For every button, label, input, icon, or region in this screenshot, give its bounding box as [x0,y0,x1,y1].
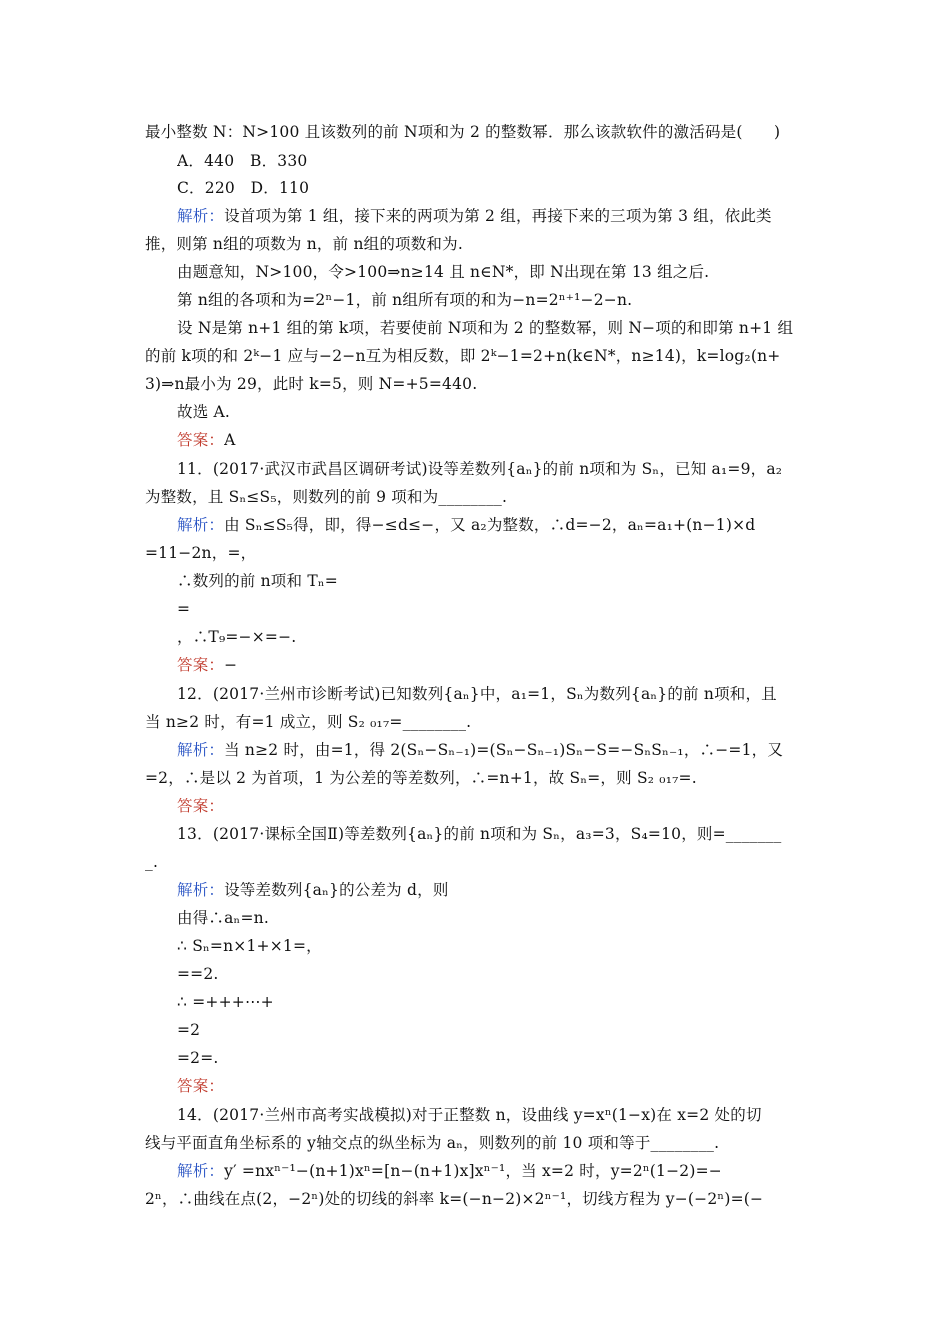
answer-label: 答案： [177,797,225,815]
text-line: ，∴T₉=−×=−. [177,628,297,646]
text-line: 为整数，且 Sₙ≤S₅，则数列的前 9 项和为________. [145,488,508,506]
text-line: =2=. [177,1049,219,1067]
question-line: 11．(2017·武汉市武昌区调研考试)设等差数列{aₙ}的前 n项和为 Sₙ，已知 a₁=9，a₂ [177,460,783,478]
answer-line [177,1076,825,1096]
analysis-line: 解析：由 Sₙ≤S₅得，即，得−≤d≤−，又 a₂为整数，∴d=−2，aₙ=a₁+(n−1)×d [177,516,756,534]
text-line: 线与平面直角坐标系的 y轴交点的纵坐标为 aₙ，则数列的前 10 项和等于________. [145,1134,720,1152]
text-line: _. [145,853,159,871]
text-line: 由题意知，N>100，令>100⇒n≥14 且 n∈N*，即 N出现在第 13 组之后. [177,263,710,281]
text-line: =2 [177,1021,201,1039]
analysis-label: 解析： [177,881,225,899]
answer-line [177,796,825,816]
text-line: 故选 A. [177,403,231,421]
option-line: A．440 B．330 [177,152,308,170]
text-line: = [177,600,191,618]
text-line: 3)⇒n最小为 29，此时 k=5，则 N=+5=440. [145,375,478,393]
text-line: 推，则第 n组的项数为 n，前 n组的项数和为. [145,235,463,253]
option-line: C．220 D．110 [177,179,310,197]
text-line: =11−2n，=， [145,544,257,562]
text-line: 当 n≥2 时，有=1 成立，则 S₂ ₀₁₇=________. [145,713,472,731]
answer-line: 答案：− [177,656,238,674]
analysis-line: 解析：设首项为第 1 组，接下来的两项为第 2 组，再接下来的三项为第 3 组，依此类 [177,207,772,225]
answer-label: 答案： [177,1077,225,1095]
analysis-line: 解析：y′ =nxⁿ⁻¹−(n+1)xⁿ=[n−(n+1)x]xⁿ⁻¹，当 x=2 时，y=2ⁿ(1−2)=− [177,1162,722,1180]
text-line: ∴数列的前 n项和 Tₙ= [177,572,338,590]
text-line: 的前 k项的和 2ᵏ−1 应与−2−n互为相反数，即 2ᵏ−1=2+n(k∈N*，n≥14)，k=log₂(n+ [145,347,781,365]
analysis-line: 解析：设等差数列{aₙ}的公差为 d，则 [177,881,449,899]
answer-line: 答案：A [177,431,236,449]
answer-label: 答案： [177,656,225,674]
question-line: 12．(2017·兰州市诊断考试)已知数列{aₙ}中，a₁=1，Sₙ为数列{aₙ}的前 n项和，且 [177,685,777,703]
analysis-label: 解析： [177,207,225,225]
text-line: 2ⁿ，∴曲线在点(2，−2ⁿ)处的切线的斜率 k=(−n−2)×2ⁿ⁻¹，切线方程为 y−(−2ⁿ)=(− [145,1190,764,1208]
text-line: =2，∴是以 2 为首项，1 为公差的等差数列，∴=n+1，故 Sₙ=，则 S₂ ₀₁₇=. [145,769,697,787]
analysis-label: 解析： [177,1162,225,1180]
text-line: ==2. [177,965,219,983]
text-line: 第 n组的各项和为=2ⁿ−1，前 n组所有项的和为−n=2ⁿ⁺¹−2−n. [177,291,633,309]
text-line: ∴ Sₙ=n×1+×1=， [177,937,322,955]
text-line: 由得∴aₙ=n. [177,909,269,927]
text-line: ∴ =+++⋯+ [177,993,274,1011]
text-line: 最小整数 N：N>100 且该数列的前 N项和为 2 的整数幂．那么该款软件的激活码是( ) [145,123,781,141]
analysis-label: 解析： [177,741,225,759]
question-line: 13．(2017·课标全国Ⅱ)等差数列{aₙ}的前 n项和为 Sₙ，a₃=3，S₄=10，则=_______ [177,825,782,843]
text-line: 设 N是第 n+1 组的第 k项，若要使前 N项和为 2 的整数幂，则 N−项的和即第 n+1 组 [177,319,794,337]
answer-label: 答案： [177,431,225,449]
analysis-line: 解析：当 n≥2 时，由=1，得 2(Sₙ−Sₙ₋₁)=(Sₙ−Sₙ₋₁)Sₙ−S=−SₙSₙ₋₁，∴−=1，又 [177,741,784,759]
question-line: 14．(2017·兰州市高考实战模拟)对于正整数 n，设曲线 y=xⁿ(1−x)在 x=2 处的切 [177,1106,762,1124]
analysis-label: 解析： [177,516,225,534]
